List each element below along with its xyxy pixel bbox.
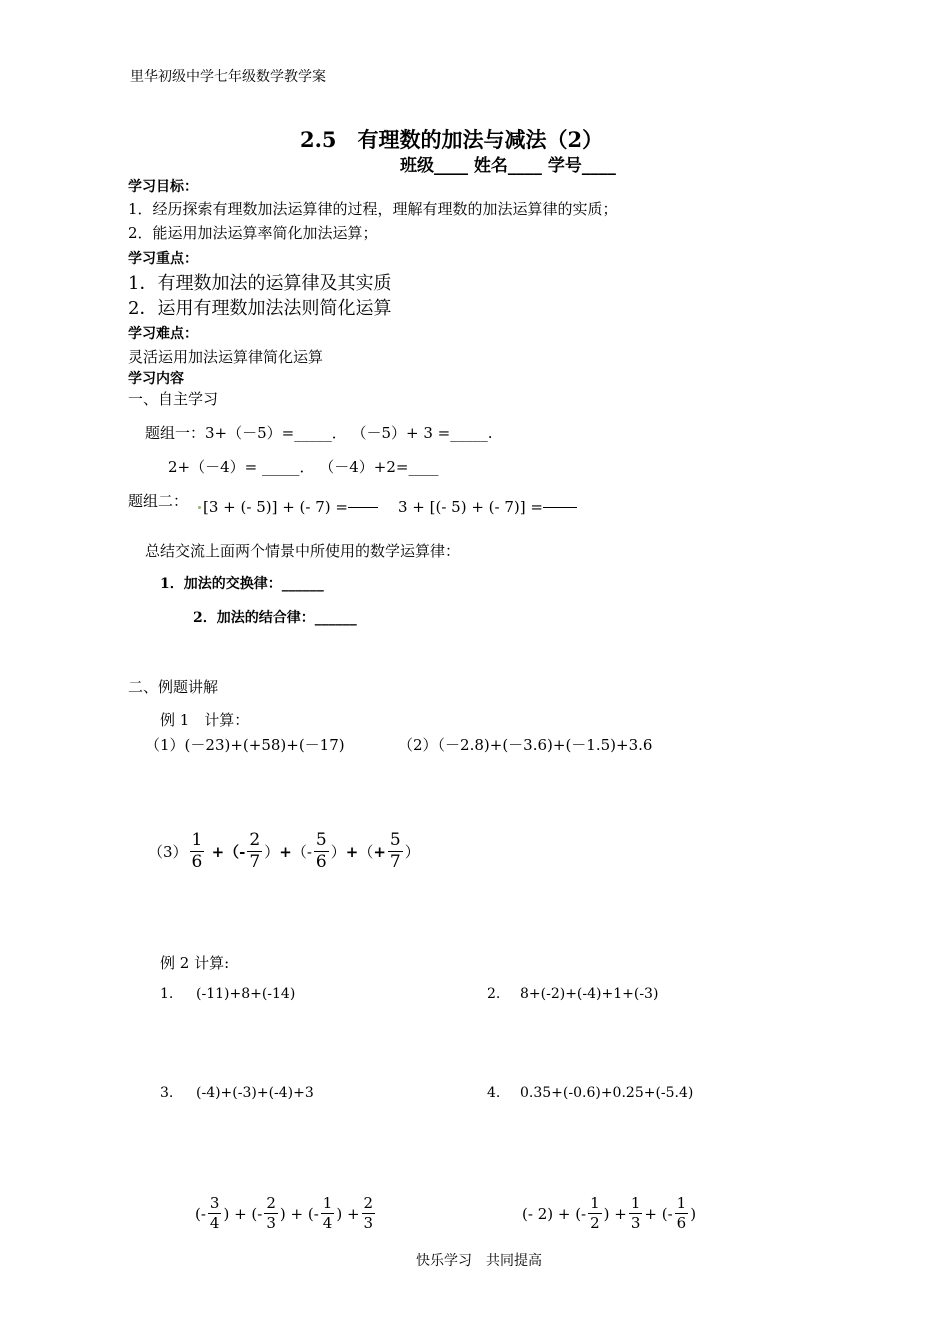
exercise-group-2-expressions — [196, 498, 577, 516]
example-2-item-3-num: 3. — [160, 1085, 174, 1101]
example-2-item-1-expr: (-11)+8+(-14) — [196, 986, 296, 1002]
commutative-law: 1．加法的交换律：______ — [160, 576, 324, 592]
fraction-expression-1: (- $\frac{3}{4}$ ) + (- $\frac{2}{3}$ ) + (- $\frac{1}{4}$ ) + $\frac{2}{3}$ — [195, 1194, 374, 1232]
example-1-q2: （2）（－2.8)+(－3.6)+(－1.5)+3.6 — [398, 736, 653, 754]
group2-expression-2: 3 + [(- 5) + (- 7)] = — [397, 498, 543, 516]
fraction-expression-2: (- 2) + (- $\frac{1}{2}$ ) + $\frac{1}{3}$ + (- $\frac{1}{6}$ ) — [522, 1194, 697, 1232]
fraction: $\frac{5}{6}$ — [315, 830, 327, 872]
fraction: $\frac{1}{2}$ — [590, 1194, 600, 1232]
example-1-q1: （1）(－23)+(+58)+(－17) — [145, 736, 345, 754]
objective-2: 2．能运用加法运算率简化加法运算； — [128, 224, 378, 242]
fraction: $\frac{2}{7}$ — [249, 830, 261, 872]
example-2-item-2-num: 2. — [487, 986, 501, 1002]
marker-dot-icon — [198, 506, 201, 509]
section-self-study: 一、自主学习 — [128, 390, 219, 408]
objective-1: 1．经历探索有理数加法运算律的过程，理解有理数的加法运算律的实质； — [128, 200, 618, 218]
fraction: $\frac{1}{6}$ — [676, 1194, 687, 1232]
example-1-title: 例 1 计算： — [160, 711, 250, 729]
example-2-title: 例 2 计算: — [160, 954, 230, 972]
group2-expression-1: [3 + (- 5)] + (- 7) = — [203, 498, 348, 516]
keypoints-heading: 学习重点： — [128, 251, 198, 267]
example-1-q3-label: （3） — [148, 843, 188, 861]
answer-blank[interactable] — [543, 507, 577, 508]
exercise-group-2-label: 题组二： — [128, 492, 189, 510]
fraction: $\frac{5}{7}$ — [389, 830, 401, 872]
summary-prompt: 总结交流上面两个情景中所使用的数学运算律： — [145, 542, 461, 560]
example-2-item-3-expr: (-4)+(-3)+(-4)+3 — [196, 1085, 314, 1101]
exercise-group-1b: 2+（－4）= _____． （－4）+2=____ — [168, 458, 439, 476]
content-heading: 学习内容 — [128, 371, 184, 387]
difficulty-text: 灵活运用加法运算律简化运算 — [128, 348, 324, 366]
school-header: 里华初级中学七年级数学教学案 — [130, 69, 326, 85]
objectives-heading: 学习目标： — [128, 179, 198, 195]
student-info-line: 班级____ 姓名____ 学号____ — [400, 156, 616, 176]
example-2-item-4-expr: 0.35+(-0.6)+0.25+(-5.4) — [520, 1085, 694, 1101]
fraction: $\frac{1}{6}$ — [191, 830, 203, 872]
example-2-item-4-num: 4. — [487, 1085, 501, 1101]
difficulty-heading: 学习难点： — [128, 326, 198, 342]
associative-law: 2．加法的结合律：______ — [193, 610, 357, 626]
fraction: $\frac{3}{4}$ — [209, 1194, 220, 1232]
page-footer: 快乐学习 共同提高 — [416, 1253, 542, 1269]
fraction: $\frac{1}{4}$ — [322, 1194, 333, 1232]
example-2-item-1-num: 1. — [160, 986, 174, 1002]
fraction: $\frac{2}{3}$ — [363, 1194, 374, 1232]
example-2-item-2-expr: 8+(-2)+(-4)+1+(-3) — [520, 986, 659, 1002]
fraction: $\frac{1}{3}$ — [630, 1194, 641, 1232]
exercise-group-1a: 题组一：3+（－5）=_____． （－5）+ 3 =_____. — [145, 424, 493, 442]
page-title: 2.5 有理数的加法与减法（2） — [300, 127, 604, 152]
answer-blank[interactable] — [348, 507, 378, 508]
keypoint-1: 1．有理数加法的运算律及其实质 — [128, 273, 392, 294]
fraction: $\frac{2}{3}$ — [266, 1194, 276, 1232]
section-examples: 二、例题讲解 — [128, 678, 219, 696]
example-1-q3: （3） $\frac{1}{6}$ +（- $\frac{2}{7}$ ） + （- $\frac{5}{6}$ ） + （ + $\frac{5}{7}$ ） — [148, 830, 420, 872]
keypoint-2: 2．运用有理数加法法则简化运算 — [128, 298, 392, 319]
